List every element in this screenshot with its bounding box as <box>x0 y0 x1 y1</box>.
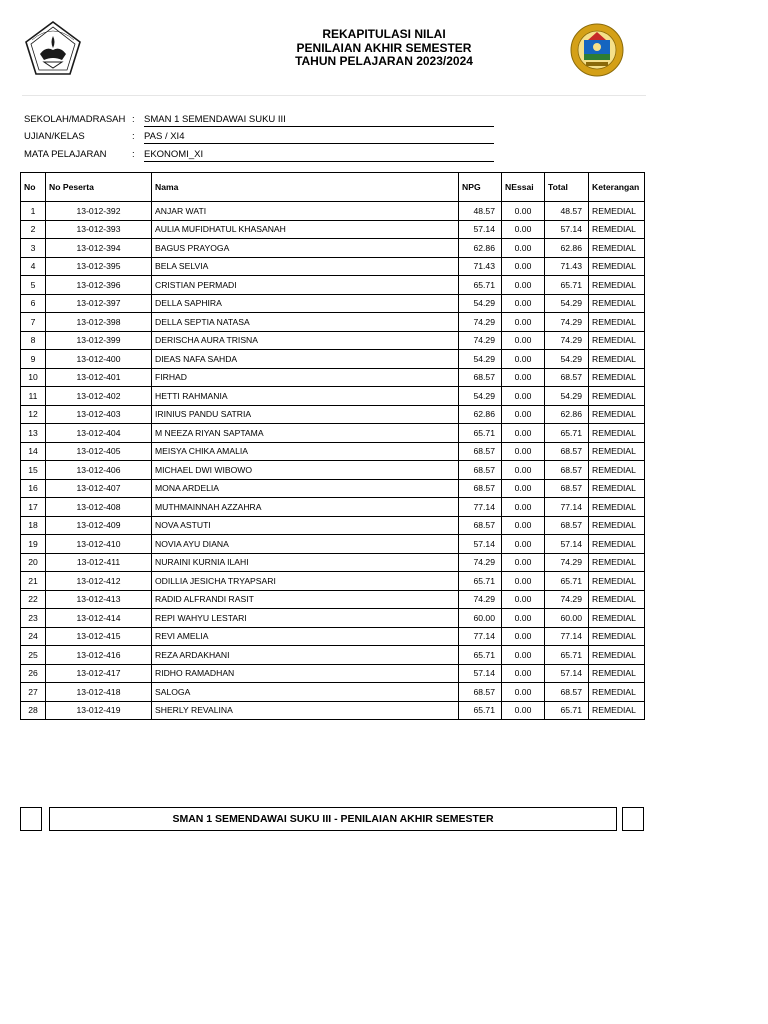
cell-no: 8 <box>21 331 46 350</box>
cell-nama: REZA ARDAKHANI <box>152 646 459 665</box>
cell-no-peserta: 13-012-410 <box>46 535 152 554</box>
header-nessai: NEssai <box>502 173 545 202</box>
cell-no: 6 <box>21 294 46 313</box>
cell-nama: DELLA SEPTIA NATASA <box>152 313 459 332</box>
cell-no-peserta: 13-012-398 <box>46 313 152 332</box>
cell-keterangan: REMEDIAL <box>589 294 645 313</box>
cell-no-peserta: 13-012-414 <box>46 609 152 628</box>
cell-nessai: 0.00 <box>502 627 545 646</box>
cell-nessai: 0.00 <box>502 350 545 369</box>
cell-npg: 60.00 <box>459 609 502 628</box>
cell-npg: 65.71 <box>459 424 502 443</box>
cell-nama: SALOGA <box>152 683 459 702</box>
cell-nessai: 0.00 <box>502 257 545 276</box>
table-row <box>21 239 645 258</box>
cell-npg: 54.29 <box>459 350 502 369</box>
table-row <box>21 535 645 554</box>
cell-total: 57.14 <box>545 664 589 683</box>
cell-no: 9 <box>21 350 46 369</box>
cell-no-peserta: 13-012-406 <box>46 461 152 480</box>
header-line-1: REKAPITULASI NILAI <box>322 27 446 41</box>
cell-keterangan: REMEDIAL <box>589 498 645 517</box>
cell-total: 48.57 <box>545 202 589 221</box>
cell-total: 60.00 <box>545 609 589 628</box>
cell-no-peserta: 13-012-415 <box>46 627 152 646</box>
cell-no-peserta: 13-012-392 <box>46 202 152 221</box>
cell-nama: MEISYA CHIKA AMALIA <box>152 442 459 461</box>
table-row <box>21 664 645 683</box>
cell-nama: SHERLY REVALINA <box>152 701 459 720</box>
cell-keterangan: REMEDIAL <box>589 350 645 369</box>
cell-no: 15 <box>21 461 46 480</box>
cell-keterangan: REMEDIAL <box>589 368 645 387</box>
cell-keterangan: REMEDIAL <box>589 516 645 535</box>
cell-no-peserta: 13-012-419 <box>46 701 152 720</box>
cell-nama: M NEEZA RIYAN SAPTAMA <box>152 424 459 443</box>
cell-no: 20 <box>21 553 46 572</box>
cell-total: 65.71 <box>545 572 589 591</box>
cell-npg: 65.71 <box>459 701 502 720</box>
cell-nessai: 0.00 <box>502 516 545 535</box>
cell-no: 1 <box>21 202 46 221</box>
cell-keterangan: REMEDIAL <box>589 646 645 665</box>
cell-npg: 68.57 <box>459 442 502 461</box>
table-row <box>21 442 645 461</box>
cell-keterangan: REMEDIAL <box>589 461 645 480</box>
cell-nessai: 0.00 <box>502 479 545 498</box>
cell-nama: ODILLIA JESICHA TRYAPSARI <box>152 572 459 591</box>
cell-keterangan: REMEDIAL <box>589 442 645 461</box>
table-row <box>21 368 645 387</box>
cell-nessai: 0.00 <box>502 590 545 609</box>
cell-nessai: 0.00 <box>502 239 545 258</box>
cell-no-peserta: 13-012-408 <box>46 498 152 517</box>
cell-keterangan: REMEDIAL <box>589 627 645 646</box>
cell-keterangan: REMEDIAL <box>589 701 645 720</box>
cell-npg: 62.86 <box>459 405 502 424</box>
cell-npg: 68.57 <box>459 368 502 387</box>
subject-value: EKONOMI_XI <box>144 149 494 162</box>
cell-keterangan: REMEDIAL <box>589 590 645 609</box>
cell-no: 25 <box>21 646 46 665</box>
table-row <box>21 220 645 239</box>
cell-keterangan: REMEDIAL <box>589 479 645 498</box>
cell-total: 68.57 <box>545 516 589 535</box>
table-row <box>21 479 645 498</box>
header-no-peserta: No Peserta <box>46 173 152 202</box>
cell-nessai: 0.00 <box>502 313 545 332</box>
cell-keterangan: REMEDIAL <box>589 572 645 591</box>
cell-nessai: 0.00 <box>502 405 545 424</box>
cell-no: 16 <box>21 479 46 498</box>
cell-no: 26 <box>21 664 46 683</box>
cell-keterangan: REMEDIAL <box>589 609 645 628</box>
cell-nessai: 0.00 <box>502 683 545 702</box>
cell-no: 18 <box>21 516 46 535</box>
cell-npg: 68.57 <box>459 683 502 702</box>
cell-total: 57.14 <box>545 535 589 554</box>
cell-nama: FIRHAD <box>152 368 459 387</box>
footer-left-box <box>20 807 42 831</box>
cell-nama: BAGUS PRAYOGA <box>152 239 459 258</box>
cell-keterangan: REMEDIAL <box>589 664 645 683</box>
cell-no-peserta: 13-012-417 <box>46 664 152 683</box>
cell-npg: 74.29 <box>459 331 502 350</box>
header-line-3: TAHUN PELAJARAN 2023/2024 <box>295 54 473 68</box>
cell-nama: AULIA MUFIDHATUL KHASANAH <box>152 220 459 239</box>
cell-nama: MONA ARDELIA <box>152 479 459 498</box>
cell-keterangan: REMEDIAL <box>589 276 645 295</box>
cell-no-peserta: 13-012-400 <box>46 350 152 369</box>
cell-npg: 57.14 <box>459 664 502 683</box>
cell-npg: 77.14 <box>459 498 502 517</box>
cell-keterangan: REMEDIAL <box>589 220 645 239</box>
cell-total: 65.71 <box>545 646 589 665</box>
cell-npg: 48.57 <box>459 202 502 221</box>
cell-npg: 57.14 <box>459 220 502 239</box>
cell-no-peserta: 13-012-409 <box>46 516 152 535</box>
cell-no: 12 <box>21 405 46 424</box>
exam-colon: : <box>132 131 135 142</box>
cell-no: 27 <box>21 683 46 702</box>
cell-npg: 57.14 <box>459 535 502 554</box>
cell-nama: REVI AMELIA <box>152 627 459 646</box>
cell-keterangan: REMEDIAL <box>589 535 645 554</box>
exam-label: UJIAN/KELAS <box>24 131 85 142</box>
cell-keterangan: REMEDIAL <box>589 424 645 443</box>
cell-keterangan: REMEDIAL <box>589 202 645 221</box>
cell-no: 7 <box>21 313 46 332</box>
cell-npg: 54.29 <box>459 294 502 313</box>
cell-total: 62.86 <box>545 239 589 258</box>
table-row <box>21 516 645 535</box>
table-row <box>21 294 645 313</box>
cell-npg: 65.71 <box>459 646 502 665</box>
table-row <box>21 683 645 702</box>
header-line-2: PENILAIAN AKHIR SEMESTER <box>296 40 472 55</box>
header-npg: NPG <box>459 173 502 202</box>
cell-nessai: 0.00 <box>502 220 545 239</box>
cell-npg: 74.29 <box>459 590 502 609</box>
table-row <box>21 572 645 591</box>
table-row <box>21 553 645 572</box>
cell-total: 68.57 <box>545 683 589 702</box>
table-row <box>21 331 645 350</box>
cell-nama: MUTHMAINNAH AZZAHRA <box>152 498 459 517</box>
cell-nessai: 0.00 <box>502 276 545 295</box>
cell-total: 54.29 <box>545 294 589 313</box>
cell-total: 54.29 <box>545 387 589 406</box>
footer-right-box <box>622 807 644 831</box>
cell-nama: RADID ALFRANDI RASIT <box>152 590 459 609</box>
cell-no: 4 <box>21 257 46 276</box>
table-row <box>21 498 645 517</box>
cell-nama: NURAINI KURNIA ILAHI <box>152 553 459 572</box>
header-separator <box>22 95 646 96</box>
cell-no-peserta: 13-012-405 <box>46 442 152 461</box>
cell-no: 17 <box>21 498 46 517</box>
cell-nessai: 0.00 <box>502 553 545 572</box>
cell-npg: 68.57 <box>459 516 502 535</box>
cell-nessai: 0.00 <box>502 442 545 461</box>
cell-total: 74.29 <box>545 331 589 350</box>
table-row <box>21 590 645 609</box>
cell-no-peserta: 13-012-413 <box>46 590 152 609</box>
cell-no: 19 <box>21 535 46 554</box>
cell-no: 24 <box>21 627 46 646</box>
cell-nessai: 0.00 <box>502 331 545 350</box>
table-row <box>21 405 645 424</box>
cell-no-peserta: 13-012-399 <box>46 331 152 350</box>
cell-total: 77.14 <box>545 498 589 517</box>
cell-nama: DELLA SAPHIRA <box>152 294 459 313</box>
cell-keterangan: REMEDIAL <box>589 387 645 406</box>
cell-keterangan: REMEDIAL <box>589 331 645 350</box>
cell-nessai: 0.00 <box>502 498 545 517</box>
cell-nessai: 0.00 <box>502 202 545 221</box>
cell-total: 68.57 <box>545 368 589 387</box>
cell-nama: IRINIUS PANDU SATRIA <box>152 405 459 424</box>
cell-no-peserta: 13-012-411 <box>46 553 152 572</box>
header-keterangan: Keterangan <box>589 173 645 202</box>
cell-no-peserta: 13-012-394 <box>46 239 152 258</box>
cell-nessai: 0.00 <box>502 368 545 387</box>
cell-no-peserta: 13-012-396 <box>46 276 152 295</box>
header-no: No <box>21 173 46 202</box>
cell-keterangan: REMEDIAL <box>589 553 645 572</box>
cell-no: 3 <box>21 239 46 258</box>
cell-no: 28 <box>21 701 46 720</box>
cell-total: 57.14 <box>545 220 589 239</box>
cell-nessai: 0.00 <box>502 294 545 313</box>
cell-total: 74.29 <box>545 313 589 332</box>
cell-total: 65.71 <box>545 701 589 720</box>
cell-no: 23 <box>21 609 46 628</box>
cell-total: 68.57 <box>545 442 589 461</box>
cell-nama: REPI WAHYU LESTARI <box>152 609 459 628</box>
cell-nessai: 0.00 <box>502 387 545 406</box>
table-row <box>21 257 645 276</box>
cell-keterangan: REMEDIAL <box>589 683 645 702</box>
cell-nessai: 0.00 <box>502 535 545 554</box>
cell-no: 22 <box>21 590 46 609</box>
cell-npg: 65.71 <box>459 572 502 591</box>
table-header-row <box>21 173 645 202</box>
cell-no-peserta: 13-012-397 <box>46 294 152 313</box>
cell-no-peserta: 13-012-407 <box>46 479 152 498</box>
cell-npg: 65.71 <box>459 276 502 295</box>
cell-npg: 62.86 <box>459 239 502 258</box>
cell-nama: CRISTIAN PERMADI <box>152 276 459 295</box>
cell-total: 68.57 <box>545 461 589 480</box>
cell-total: 65.71 <box>545 424 589 443</box>
table-row <box>21 387 645 406</box>
header-nama: Nama <box>152 173 459 202</box>
grades-table-body <box>21 202 645 720</box>
table-row <box>21 461 645 480</box>
document-header <box>0 28 768 69</box>
table-row <box>21 424 645 443</box>
cell-total: 77.14 <box>545 627 589 646</box>
cell-npg: 71.43 <box>459 257 502 276</box>
cell-nessai: 0.00 <box>502 609 545 628</box>
cell-no-peserta: 13-012-412 <box>46 572 152 591</box>
table-row <box>21 313 645 332</box>
cell-npg: 77.14 <box>459 627 502 646</box>
cell-keterangan: REMEDIAL <box>589 257 645 276</box>
table-row <box>21 350 645 369</box>
cell-no-peserta: 13-012-403 <box>46 405 152 424</box>
cell-npg: 54.29 <box>459 387 502 406</box>
grades-table <box>20 172 645 720</box>
cell-nessai: 0.00 <box>502 646 545 665</box>
cell-keterangan: REMEDIAL <box>589 405 645 424</box>
school-colon: : <box>132 114 135 125</box>
cell-nama: HETTI RAHMANIA <box>152 387 459 406</box>
cell-total: 65.71 <box>545 276 589 295</box>
cell-no: 5 <box>21 276 46 295</box>
cell-nama: ANJAR WATI <box>152 202 459 221</box>
table-row <box>21 609 645 628</box>
table-row <box>21 202 645 221</box>
subject-colon: : <box>132 149 135 160</box>
school-value: SMAN 1 SEMENDAWAI SUKU III <box>144 114 494 127</box>
cell-no-peserta: 13-012-401 <box>46 368 152 387</box>
school-seal-logo <box>566 22 628 78</box>
table-row <box>21 276 645 295</box>
table-row <box>21 701 645 720</box>
cell-no: 13 <box>21 424 46 443</box>
cell-no-peserta: 13-012-404 <box>46 424 152 443</box>
cell-no: 2 <box>21 220 46 239</box>
cell-npg: 68.57 <box>459 479 502 498</box>
cell-total: 71.43 <box>545 257 589 276</box>
cell-no: 10 <box>21 368 46 387</box>
cell-npg: 68.57 <box>459 461 502 480</box>
cell-no: 21 <box>21 572 46 591</box>
cell-nama: DIEAS NAFA SAHDA <box>152 350 459 369</box>
school-label: SEKOLAH/MADRASAH <box>24 114 126 125</box>
exam-value: PAS / XI4 <box>144 131 494 144</box>
cell-nessai: 0.00 <box>502 664 545 683</box>
cell-total: 74.29 <box>545 590 589 609</box>
cell-npg: 74.29 <box>459 553 502 572</box>
cell-no: 11 <box>21 387 46 406</box>
cell-no-peserta: 13-012-395 <box>46 257 152 276</box>
cell-total: 62.86 <box>545 405 589 424</box>
cell-keterangan: REMEDIAL <box>589 313 645 332</box>
cell-keterangan: REMEDIAL <box>589 239 645 258</box>
cell-npg: 74.29 <box>459 313 502 332</box>
cell-total: 74.29 <box>545 553 589 572</box>
cell-total: 54.29 <box>545 350 589 369</box>
footer-title: SMAN 1 SEMENDAWAI SUKU III - PENILAIAN AKHIR SEMESTER <box>49 807 617 831</box>
table-row <box>21 627 645 646</box>
header-total: Total <box>545 173 589 202</box>
subject-label: MATA PELAJARAN <box>24 149 107 160</box>
cell-nessai: 0.00 <box>502 424 545 443</box>
cell-nessai: 0.00 <box>502 572 545 591</box>
table-row <box>21 646 645 665</box>
cell-nama: NOVIA AYU DIANA <box>152 535 459 554</box>
cell-no-peserta: 13-012-402 <box>46 387 152 406</box>
cell-no-peserta: 13-012-416 <box>46 646 152 665</box>
cell-nessai: 0.00 <box>502 461 545 480</box>
cell-nama: DERISCHA AURA TRISNA <box>152 331 459 350</box>
cell-nama: NOVA ASTUTI <box>152 516 459 535</box>
cell-total: 68.57 <box>545 479 589 498</box>
cell-no: 14 <box>21 442 46 461</box>
cell-nama: RIDHO RAMADHAN <box>152 664 459 683</box>
cell-no-peserta: 13-012-393 <box>46 220 152 239</box>
cell-nama: BELA SELVIA <box>152 257 459 276</box>
cell-nama: MICHAEL DWI WIBOWO <box>152 461 459 480</box>
cell-nessai: 0.00 <box>502 701 545 720</box>
cell-no-peserta: 13-012-418 <box>46 683 152 702</box>
